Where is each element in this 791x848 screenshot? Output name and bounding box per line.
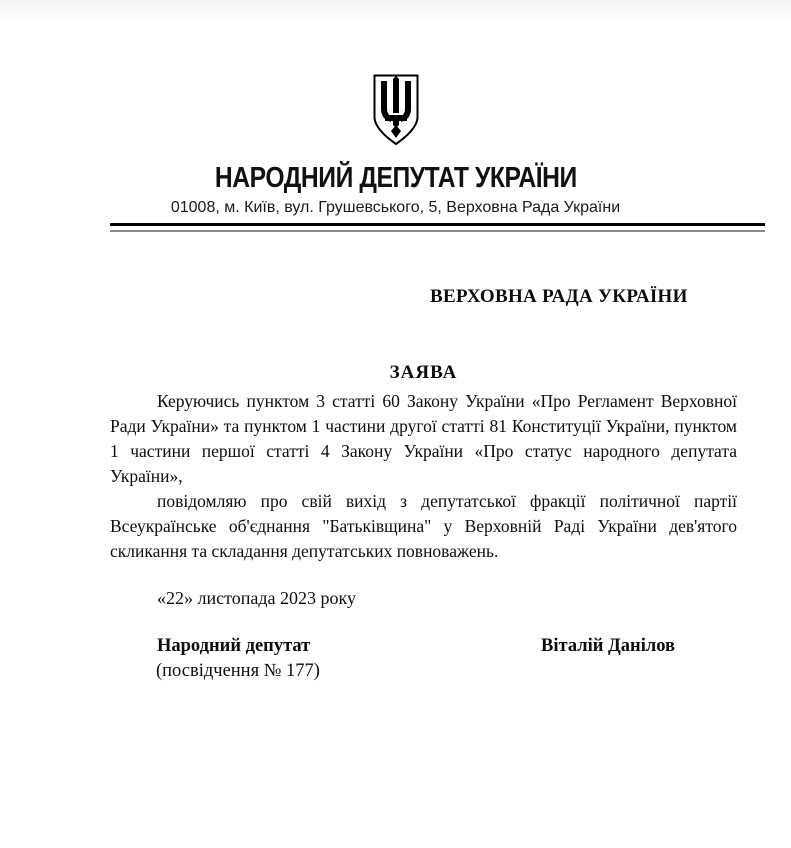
paragraph-legal-basis: Керуючись пунктом 3 статті 60 Закону України «Про Регламент Верховної Ради України» та пунктом 1 частини другої статті 81 Конституції України, пунктом 1 частини першої статті 4 Закону України «Про статус народного депутата України», (110, 391, 737, 486)
document-body (110, 287, 737, 684)
org-title (0, 163, 791, 193)
signature-credential: (посвідчення № 177) (156, 661, 320, 681)
letterhead (0, 0, 791, 232)
addressee-line: ВЕРХОВНА РАДА УКРАЇНИ (430, 286, 688, 307)
paragraph-statement: повідомляю про свій вихід з депутатської фракції політичної партії Всеукраїнське об'єднання "Батьківщина" у Верховній Раді України дев'ятого скликання та складання депутатських повноважень. (110, 491, 737, 561)
date-line: «22» листопада 2023 року (157, 588, 356, 608)
org-title-text: НАРОДНИЙ ДЕПУТАТ УКРАЇНИ (214, 162, 577, 194)
org-address: 01008, м. Київ, вул. Грушевського, 5, Верховна Рада України (170, 199, 621, 216)
divider-rule-gray (110, 230, 765, 232)
letterhead-divider (110, 223, 765, 232)
signature-row (110, 634, 737, 659)
signature-role: Народний депутат (157, 636, 311, 656)
divider-rule-black (110, 223, 765, 226)
ukraine-tryzub-coat-of-arms-icon (372, 73, 420, 147)
signature-name: Віталій Данілов (541, 636, 675, 656)
document-title: ЗАЯВА (389, 362, 458, 383)
